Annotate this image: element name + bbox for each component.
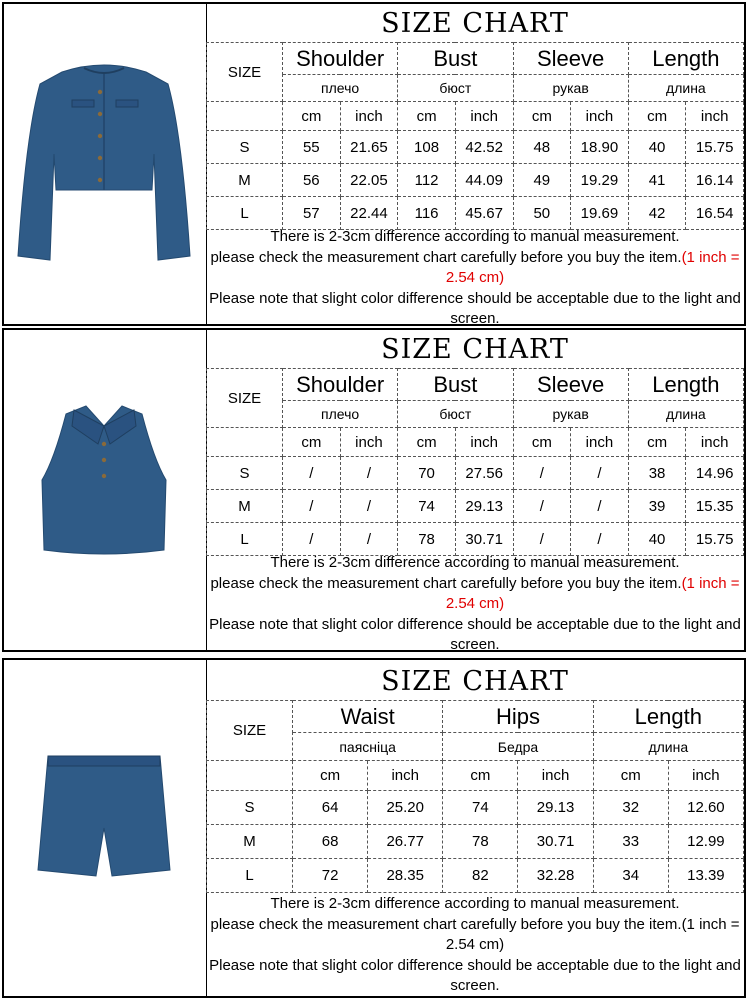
value-cell: 25.20 xyxy=(368,791,443,825)
size-label: SIZE xyxy=(207,701,293,761)
size-cell: L xyxy=(207,197,283,230)
unit-cell: cm xyxy=(293,761,368,791)
value-cell: / xyxy=(513,457,571,490)
value-cell: 16.54 xyxy=(686,197,744,230)
cardigan-illustration xyxy=(4,4,204,324)
measurement-notes xyxy=(206,553,744,656)
value-cell: 82 xyxy=(443,859,518,893)
value-cell: 29.13 xyxy=(455,490,513,523)
size-cell: S xyxy=(207,131,283,164)
value-cell: 74 xyxy=(443,791,518,825)
note-conversion: (1 inch = 2.54 cm) xyxy=(445,574,740,612)
subheader: длина xyxy=(628,401,743,428)
value-cell: 29.13 xyxy=(518,791,593,825)
value-cell: 26.77 xyxy=(368,825,443,859)
value-cell: 48 xyxy=(513,131,571,164)
unit-spacer xyxy=(207,761,293,791)
unit-cell: cm xyxy=(628,102,686,131)
value-cell: 68 xyxy=(293,825,368,859)
unit-cell: inch xyxy=(368,761,443,791)
value-cell: 21.65 xyxy=(340,131,398,164)
subheader: рукав xyxy=(513,401,628,428)
value-cell: 42 xyxy=(628,197,686,230)
unit-cell: inch xyxy=(668,761,743,791)
value-cell: 57 xyxy=(283,197,341,230)
value-cell: 32.28 xyxy=(518,859,593,893)
header-bust: Bust xyxy=(398,43,513,75)
subheader: Бедра xyxy=(443,733,593,761)
value-cell: / xyxy=(340,457,398,490)
unit-cell: inch xyxy=(518,761,593,791)
value-cell: 32 xyxy=(593,791,668,825)
value-cell: 116 xyxy=(398,197,456,230)
measurement-notes xyxy=(206,227,744,330)
value-cell: / xyxy=(283,523,341,556)
unit-cell: cm xyxy=(398,428,456,457)
unit-cell: inch xyxy=(571,102,629,131)
subheader: бюст xyxy=(398,401,513,428)
size-cell: S xyxy=(207,457,283,490)
value-cell: / xyxy=(513,490,571,523)
unit-cell: cm xyxy=(398,102,456,131)
value-cell: 30.71 xyxy=(518,825,593,859)
subheader: плечо xyxy=(283,75,398,102)
value-cell: 74 xyxy=(398,490,456,523)
value-cell: / xyxy=(340,490,398,523)
size-cell: M xyxy=(207,825,293,859)
subheader: паясніца xyxy=(293,733,443,761)
unit-cell: inch xyxy=(686,102,744,131)
value-cell: 19.29 xyxy=(571,164,629,197)
value-cell: 112 xyxy=(398,164,456,197)
value-cell: 49 xyxy=(513,164,571,197)
note-difference: There is 2-3cm difference according to manual measurement. xyxy=(270,554,680,571)
value-cell: 39 xyxy=(628,490,686,523)
value-cell: 42.52 xyxy=(455,131,513,164)
unit-cell: inch xyxy=(455,428,513,457)
header-waist: Waist xyxy=(293,701,443,733)
size-chart-panel-cardigan xyxy=(2,2,746,326)
unit-cell: cm xyxy=(283,428,341,457)
header-shoulder: Shoulder xyxy=(283,369,398,401)
product-image-cardigan xyxy=(4,4,207,324)
chart-title: SIZE CHART xyxy=(381,666,569,697)
value-cell: 44.09 xyxy=(455,164,513,197)
value-cell: 45.67 xyxy=(455,197,513,230)
header-bust: Bust xyxy=(398,369,513,401)
size-cell: L xyxy=(207,523,283,556)
value-cell: 38 xyxy=(628,457,686,490)
note-color: Please note that slight color difference should be acceptable due to the light and screen. xyxy=(209,956,741,994)
chart-title: SIZE CHART xyxy=(381,334,569,365)
value-cell: 12.99 xyxy=(668,825,743,859)
product-image-shorts xyxy=(4,660,207,996)
value-cell: 72 xyxy=(293,859,368,893)
value-cell: / xyxy=(283,490,341,523)
note-check-text: please check the measurement chart carefully before you buy the item. xyxy=(210,574,682,592)
value-cell: 12.60 xyxy=(668,791,743,825)
size-table xyxy=(206,700,744,893)
size-table xyxy=(206,368,744,556)
value-cell: 33 xyxy=(593,825,668,859)
size-cell: L xyxy=(207,859,293,893)
unit-cell: cm xyxy=(628,428,686,457)
size-chart-panel-shorts xyxy=(2,658,746,998)
value-cell: 64 xyxy=(293,791,368,825)
unit-cell: inch xyxy=(340,102,398,131)
value-cell: 55 xyxy=(283,131,341,164)
unit-cell: inch xyxy=(571,428,629,457)
value-cell: 13.39 xyxy=(668,859,743,893)
note-difference: There is 2-3cm difference according to manual measurement. xyxy=(270,895,680,912)
value-cell: 108 xyxy=(398,131,456,164)
value-cell: 22.44 xyxy=(340,197,398,230)
value-cell: 34 xyxy=(593,859,668,893)
vest-illustration xyxy=(4,330,204,650)
shorts-illustration xyxy=(4,660,204,996)
value-cell: / xyxy=(340,523,398,556)
chart-title: SIZE CHART xyxy=(381,8,569,39)
value-cell: 19.69 xyxy=(571,197,629,230)
unit-cell: inch xyxy=(455,102,513,131)
unit-cell: inch xyxy=(340,428,398,457)
subheader: длина xyxy=(593,733,743,761)
value-cell: 78 xyxy=(443,825,518,859)
subheader: бюст xyxy=(398,75,513,102)
note-color: Please note that slight color difference should be acceptable due to the light and screen. xyxy=(209,615,741,653)
unit-cell: inch xyxy=(686,428,744,457)
value-cell: 15.75 xyxy=(686,523,744,556)
value-cell: / xyxy=(283,457,341,490)
unit-spacer xyxy=(207,102,283,131)
subheader: длина xyxy=(628,75,743,102)
size-cell: S xyxy=(207,791,293,825)
note-conversion: (1 inch = 2.54 cm) xyxy=(445,248,740,286)
size-label: SIZE xyxy=(207,43,283,102)
header-length: Length xyxy=(593,701,743,733)
header-length: Length xyxy=(628,369,743,401)
note-difference: There is 2-3cm difference according to manual measurement. xyxy=(270,228,680,245)
value-cell: 30.71 xyxy=(455,523,513,556)
value-cell: / xyxy=(513,523,571,556)
value-cell: 40 xyxy=(628,523,686,556)
unit-spacer xyxy=(207,428,283,457)
value-cell: 27.56 xyxy=(455,457,513,490)
size-chart-panel-vest xyxy=(2,328,746,652)
unit-cell: cm xyxy=(513,428,571,457)
note-check xyxy=(206,574,744,615)
header-length: Length xyxy=(628,43,743,75)
header-hips: Hips xyxy=(443,701,593,733)
value-cell: 16.14 xyxy=(686,164,744,197)
unit-cell: cm xyxy=(283,102,341,131)
subheader: рукав xyxy=(513,75,628,102)
unit-cell: cm xyxy=(513,102,571,131)
value-cell: / xyxy=(571,457,629,490)
size-table xyxy=(206,42,744,230)
measurement-notes xyxy=(206,894,744,997)
value-cell: / xyxy=(571,523,629,556)
size-label: SIZE xyxy=(207,369,283,428)
value-cell: 40 xyxy=(628,131,686,164)
value-cell: 14.96 xyxy=(686,457,744,490)
subheader: плечо xyxy=(283,401,398,428)
value-cell: 56 xyxy=(283,164,341,197)
header-shoulder: Shoulder xyxy=(283,43,398,75)
value-cell: 22.05 xyxy=(340,164,398,197)
value-cell: 41 xyxy=(628,164,686,197)
value-cell: 15.75 xyxy=(686,131,744,164)
unit-cell: cm xyxy=(593,761,668,791)
value-cell: 78 xyxy=(398,523,456,556)
note-color: Please note that slight color difference should be acceptable due to the light and screen. xyxy=(209,289,741,327)
value-cell: 18.90 xyxy=(571,131,629,164)
note-check: please check the measurement chart carefully before you buy the item.(1 inch = 2.54 cm) xyxy=(210,915,740,953)
value-cell: / xyxy=(571,490,629,523)
unit-cell: cm xyxy=(443,761,518,791)
header-sleeve: Sleeve xyxy=(513,43,628,75)
value-cell: 15.35 xyxy=(686,490,744,523)
size-cell: M xyxy=(207,490,283,523)
size-cell: M xyxy=(207,164,283,197)
product-image-vest xyxy=(4,330,207,650)
value-cell: 50 xyxy=(513,197,571,230)
value-cell: 70 xyxy=(398,457,456,490)
note-check xyxy=(206,248,744,289)
header-sleeve: Sleeve xyxy=(513,369,628,401)
note-check-text: please check the measurement chart carefully before you buy the item. xyxy=(210,248,682,266)
value-cell: 28.35 xyxy=(368,859,443,893)
